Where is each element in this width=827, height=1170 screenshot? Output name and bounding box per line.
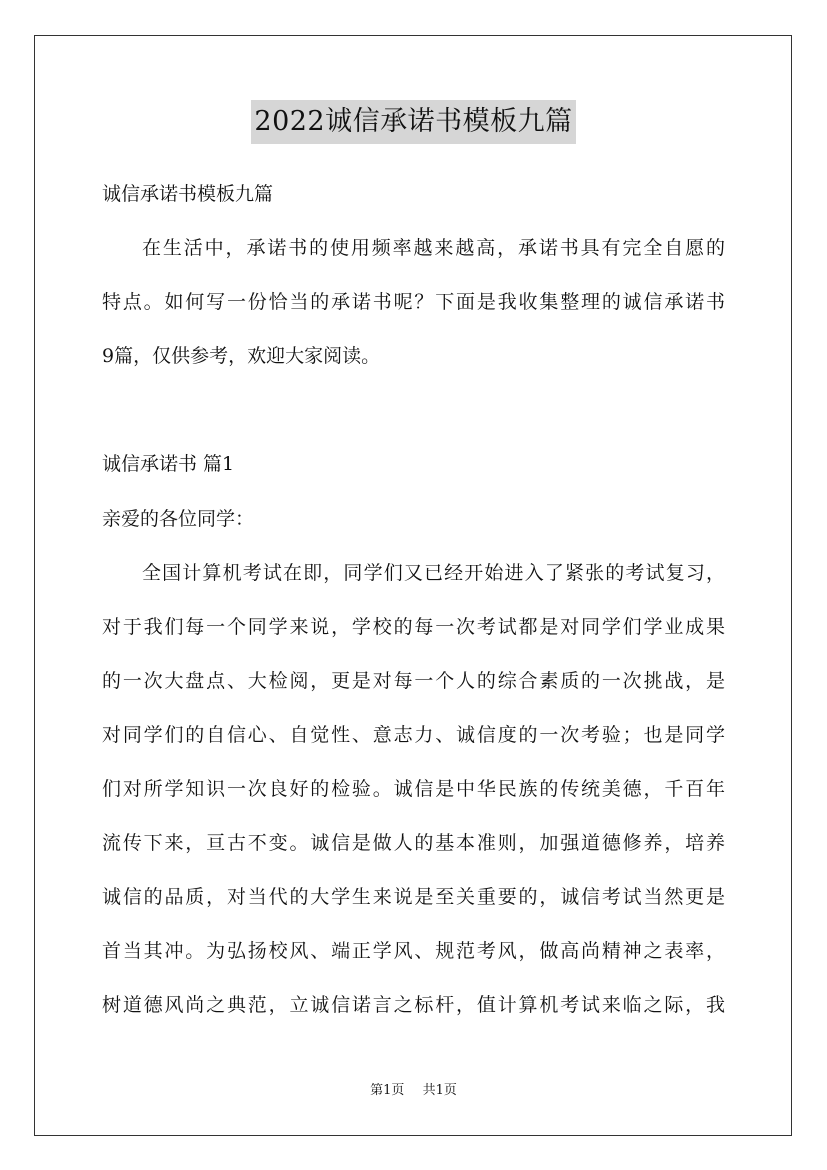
body-line-1: 全国计算机考试在即，同学们又已经开始进入了紧张的考试复习， (142, 562, 725, 584)
body-line-6: 流传下来，亘古不变。诚信是做人的基本准则，加强道德修养，培养 (102, 832, 725, 854)
salutation: 亲爱的各位同学： (102, 508, 255, 530)
intro-line-1: 在生活中，承诺书的使用频率越来越高，承诺书具有完全自愿的 (142, 237, 725, 259)
body-line-7: 诚信的品质，对当代的大学生来说是至关重要的，诚信考试当然更是 (102, 886, 725, 908)
document-title: 2022诚信承诺书模板九篇 (251, 100, 575, 144)
section-heading: 诚信承诺书 篇1 (102, 453, 235, 475)
body-line-2: 对于我们每一个同学来说，学校的每一次考试都是对同学们学业成果 (102, 616, 725, 638)
intro-line-2: 特点。如何写一份恰当的承诺书呢？下面是我收集整理的诚信承诺书 (102, 291, 725, 313)
body-line-9: 树道德风尚之典范，立诚信诺言之标杆，值计算机考试来临之际，我 (102, 994, 725, 1016)
subtitle: 诚信承诺书模板九篇 (102, 183, 274, 205)
total-pages: 共1页 (422, 1083, 457, 1098)
title-container (0, 100, 827, 144)
page-number: 第1页 (370, 1083, 405, 1098)
body-line-8: 首当其冲。为弘扬校风、端正学风、规范考风，做高尚精神之表率， (102, 940, 725, 962)
page-footer (0, 1082, 827, 1100)
body-line-4: 对同学们的自信心、自觉性、意志力、诚信度的一次考验；也是同学 (102, 724, 725, 746)
body-line-3: 的一次大盘点、大检阅，更是对每一个人的综合素质的一次挑战，是 (102, 670, 725, 692)
body-line-5: 们对所学知识一次良好的检验。诚信是中华民族的传统美德，千百年 (102, 778, 725, 800)
intro-line-3: 9篇，仅供参考，欢迎大家阅读。 (102, 345, 381, 367)
